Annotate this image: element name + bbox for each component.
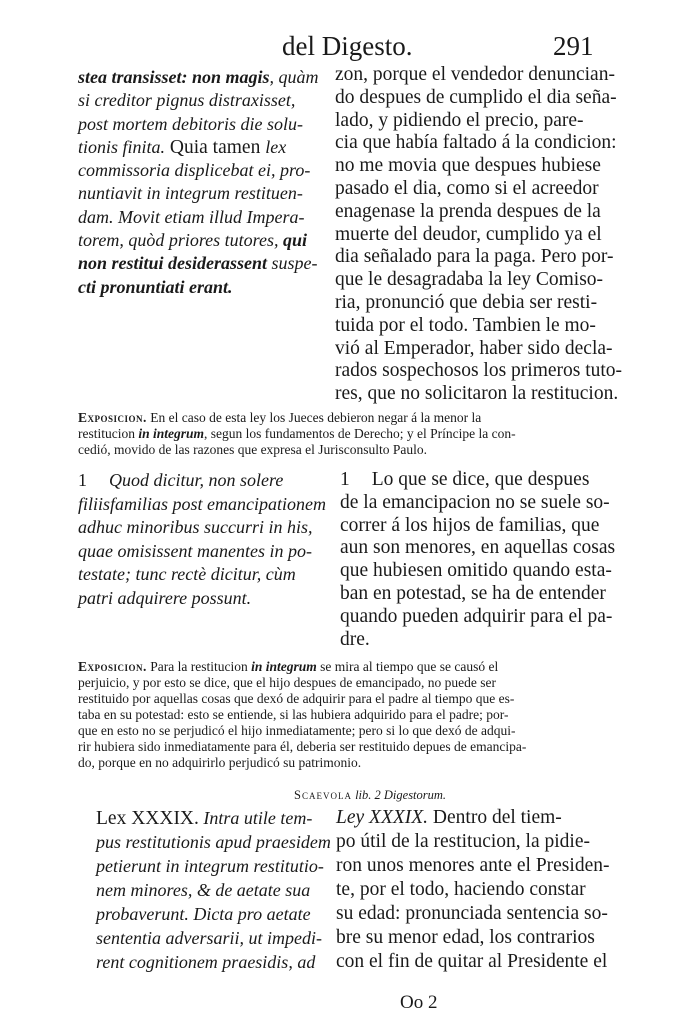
text-segment: vió al Emperador, haber sido decla- bbox=[335, 337, 613, 359]
text-line bbox=[78, 410, 626, 426]
text-line bbox=[78, 136, 319, 159]
text-line bbox=[340, 469, 615, 492]
text-line bbox=[78, 469, 326, 493]
text-segment: lex bbox=[265, 136, 287, 157]
text-segment: enagenase la prenda despues de la bbox=[335, 200, 601, 222]
text-line bbox=[96, 950, 331, 974]
text-segment: muerte del deudor, cumplido ya el bbox=[335, 223, 602, 245]
text-line bbox=[335, 224, 622, 247]
text-segment: que le desagradaba la ley Comiso- bbox=[335, 269, 604, 291]
text-segment: filiisfamilias post emancipationem bbox=[78, 493, 326, 514]
text-line bbox=[78, 442, 626, 458]
text-segment: sententia adversarii, ut impedi- bbox=[96, 928, 322, 948]
text-line bbox=[335, 178, 622, 201]
text-line bbox=[78, 89, 319, 112]
text-line bbox=[335, 246, 622, 269]
text-line bbox=[336, 902, 609, 926]
text-segment: ria, pronunció que debia ser resti- bbox=[335, 291, 598, 313]
text-segment: non restitui desiderassent bbox=[78, 253, 268, 274]
text-segment: quae omisissent manentes in po- bbox=[78, 540, 312, 561]
text-line bbox=[78, 755, 626, 771]
text-segment: pus restitutionis apud praesidem bbox=[96, 832, 331, 852]
exposicion-label: Exposicion. bbox=[78, 659, 147, 674]
text-line bbox=[340, 629, 615, 652]
text-segment: ban en potestad, se ha de entender bbox=[340, 582, 606, 604]
text-line bbox=[78, 563, 326, 587]
text-segment: aun son menores, en aquellas cosas bbox=[340, 537, 616, 559]
text-line bbox=[78, 113, 319, 136]
text-segment: , quàm bbox=[269, 67, 319, 87]
page-number: 291 bbox=[553, 31, 594, 61]
text-segment: qui bbox=[283, 230, 308, 251]
text-segment: de la emancipacion no se suele so- bbox=[340, 491, 610, 513]
text-segment: probaverunt. Dicta pro aetate bbox=[96, 904, 311, 924]
text-line bbox=[335, 110, 622, 133]
text-line bbox=[335, 132, 622, 155]
text-line bbox=[78, 182, 319, 205]
text-segment: si creditor pignus distraxisset, bbox=[78, 90, 296, 111]
text-line bbox=[340, 515, 615, 538]
text-segment: dam. Movit etiam illud Impera- bbox=[78, 206, 305, 227]
text-segment: nuntiavit in integrum restituen- bbox=[78, 183, 303, 204]
text-segment: Ley XXXIX. bbox=[336, 807, 429, 828]
text-line bbox=[78, 229, 319, 252]
text-line bbox=[340, 606, 615, 629]
spanish-column-block-3 bbox=[336, 806, 609, 974]
text-segment: adhuc minoribus succurri in his, bbox=[78, 517, 313, 537]
text-segment: ron unos menores ante el Presiden- bbox=[336, 855, 610, 876]
text-segment: restituido por aquellas cosas que dexó de adquirir para el padre al tiempo que es- bbox=[78, 691, 515, 706]
text-line bbox=[78, 276, 319, 299]
text-line bbox=[335, 338, 622, 361]
text-segment: cia que había faltado á la condicion: bbox=[335, 132, 617, 154]
text-segment: taba en su potestad: esto se entiende, si las hubiera adquirido para el padre; por- bbox=[78, 707, 509, 722]
text-line bbox=[78, 540, 326, 564]
text-segment: Intra utile tem- bbox=[198, 808, 313, 828]
text-segment: testate; tunc rectè dicitur, cùm bbox=[78, 564, 296, 584]
running-header bbox=[0, 30, 682, 62]
text-segment: petierunt in integrum restitutio- bbox=[96, 856, 324, 876]
exposicion-2 bbox=[78, 659, 626, 771]
text-segment: , segun los fundamentos de Derecho; y el Príncipe la con- bbox=[204, 426, 516, 441]
text-line bbox=[340, 492, 615, 515]
text-line bbox=[78, 691, 626, 707]
text-segment: su edad: pronunciada sentencia so- bbox=[336, 903, 608, 924]
text-segment: pasado el dia, como si el acreedor bbox=[335, 177, 599, 199]
text-segment: tuida por el todo. Tambien le mo- bbox=[335, 314, 596, 336]
spanish-column-block-1 bbox=[335, 64, 622, 406]
source-work: lib. 2 Digestorum. bbox=[351, 788, 447, 802]
text-segment: dre. bbox=[340, 628, 370, 650]
text-line bbox=[96, 854, 331, 878]
text-line bbox=[340, 537, 615, 560]
text-line bbox=[340, 560, 615, 583]
text-line bbox=[335, 383, 622, 406]
text-segment: Dentro del tiem- bbox=[428, 807, 562, 828]
text-segment: perjuicio, y por esto se dice, que el hijo despues de emancipado, no puede ser bbox=[78, 675, 496, 690]
text-line bbox=[335, 315, 622, 338]
text-segment: , pro- bbox=[270, 160, 311, 181]
text-segment: bre su menor edad, los contrarios bbox=[336, 927, 595, 948]
text-segment: Lo que se dice, que despues bbox=[371, 469, 590, 490]
text-segment: suspe- bbox=[267, 253, 318, 274]
exposicion-label: Exposicion. bbox=[78, 410, 147, 425]
text-segment: que en esto no se perjudicó el hijo inmediatamente; pero si lo que dexó de adqui- bbox=[78, 723, 516, 738]
text-segment: correr á los hijos de familias, que bbox=[340, 514, 600, 536]
text-line bbox=[78, 675, 626, 691]
text-segment: nem minores, & de aetate sua bbox=[96, 880, 311, 900]
exposicion-1 bbox=[78, 410, 626, 458]
text-line bbox=[78, 159, 319, 182]
text-segment: patri adquirere possunt. bbox=[78, 587, 252, 608]
text-segment: commissoria displicebat ei bbox=[78, 160, 271, 181]
text-segment: se mira al tiempo que se causó el bbox=[316, 659, 499, 674]
text-line bbox=[335, 292, 622, 315]
text-line bbox=[96, 830, 331, 854]
running-title: del Digesto. bbox=[282, 31, 413, 61]
text-segment: rir hubiera sido inmediatamente para él, deberia ser restituido depues de emancipa- bbox=[78, 739, 527, 754]
text-line bbox=[335, 64, 622, 87]
text-segment: Para la restitucion bbox=[146, 659, 252, 674]
text-segment: Quod dicitur, non solere bbox=[109, 470, 284, 490]
text-segment: tionis finita. bbox=[78, 136, 166, 157]
text-segment: no me movia que despues hubiese bbox=[335, 155, 601, 177]
text-line bbox=[335, 201, 622, 224]
text-segment: po útil de la restitucion, la pidie- bbox=[336, 831, 590, 852]
text-line bbox=[335, 360, 622, 383]
text-line bbox=[336, 926, 609, 950]
text-line bbox=[335, 269, 622, 292]
text-segment: rados sospechosos los primeros tuto- bbox=[335, 360, 623, 382]
text-segment: in integrum bbox=[138, 426, 205, 441]
text-line bbox=[96, 806, 331, 830]
text-segment: zon, porque el vendedor denuncian- bbox=[335, 64, 615, 85]
text-segment: restitucion bbox=[78, 426, 139, 441]
text-line bbox=[78, 426, 626, 442]
text-line bbox=[335, 87, 622, 110]
text-segment: do despues de cumplido el dia seña- bbox=[335, 86, 617, 108]
text-line bbox=[78, 252, 319, 275]
text-segment: post mortem debitoris die solu- bbox=[78, 113, 303, 134]
text-segment: con el fin de quitar al Presidente el bbox=[336, 951, 608, 972]
text-line bbox=[336, 854, 609, 878]
text-line bbox=[78, 516, 326, 540]
text-line bbox=[96, 926, 331, 950]
text-segment: res, que no solicitaron la restitucion. bbox=[335, 383, 619, 405]
text-segment: , quòd priores tutores, bbox=[119, 230, 283, 251]
text-line bbox=[336, 878, 609, 902]
text-segment: do, porque en no adquirirlo perjudicó su patrimonio. bbox=[78, 755, 362, 770]
text-segment: En el caso de esta ley los Jueces debieron negar á la menor la bbox=[146, 410, 482, 425]
source-citation bbox=[294, 788, 446, 803]
text-segment: te, por el todo, haciendo constar bbox=[336, 879, 586, 900]
text-line bbox=[96, 902, 331, 926]
text-line bbox=[96, 878, 331, 902]
text-segment: Lex XXXIX. bbox=[96, 808, 199, 829]
text-line bbox=[78, 206, 319, 229]
source-author: Scaevola bbox=[294, 788, 352, 802]
text-line bbox=[336, 950, 609, 974]
text-line bbox=[78, 66, 319, 89]
text-line bbox=[336, 806, 609, 830]
signature-mark: Oo 2 bbox=[400, 992, 438, 1013]
text-segment: Quia tamen bbox=[165, 136, 266, 158]
text-segment: dia señalado para la paga. Pero por- bbox=[335, 246, 614, 268]
text-segment: in integrum bbox=[251, 659, 317, 674]
text-line bbox=[78, 739, 626, 755]
text-segment: cti pronuntiati erant. bbox=[78, 276, 233, 297]
text-segment: torem bbox=[78, 230, 120, 251]
text-segment: stea transisset: non magis bbox=[78, 67, 270, 87]
text-line bbox=[336, 830, 609, 854]
text-line bbox=[78, 493, 326, 517]
text-line bbox=[335, 155, 622, 178]
paragraph-number: 1 bbox=[340, 469, 350, 490]
spanish-column-block-2 bbox=[340, 469, 615, 651]
paragraph-number: 1 bbox=[78, 470, 87, 490]
text-segment: que hubiesen omitido quando esta- bbox=[340, 560, 612, 582]
text-segment: lado, y pidiendo el precio, pare- bbox=[335, 109, 584, 131]
text-line bbox=[78, 707, 626, 723]
latin-column-block-1 bbox=[78, 66, 319, 299]
text-line bbox=[78, 587, 326, 611]
latin-column-block-3 bbox=[96, 806, 331, 974]
latin-column-block-2 bbox=[78, 469, 326, 610]
text-segment: rent cognitionem praesidis, ad bbox=[96, 952, 316, 972]
text-line bbox=[340, 583, 615, 606]
text-line bbox=[78, 723, 626, 739]
text-line bbox=[78, 659, 626, 675]
text-segment: cedió, movido de las razones que expresa el Jurisconsulto Paulo. bbox=[78, 442, 428, 457]
text-segment: quando pueden adquirir para el pa- bbox=[340, 605, 613, 627]
